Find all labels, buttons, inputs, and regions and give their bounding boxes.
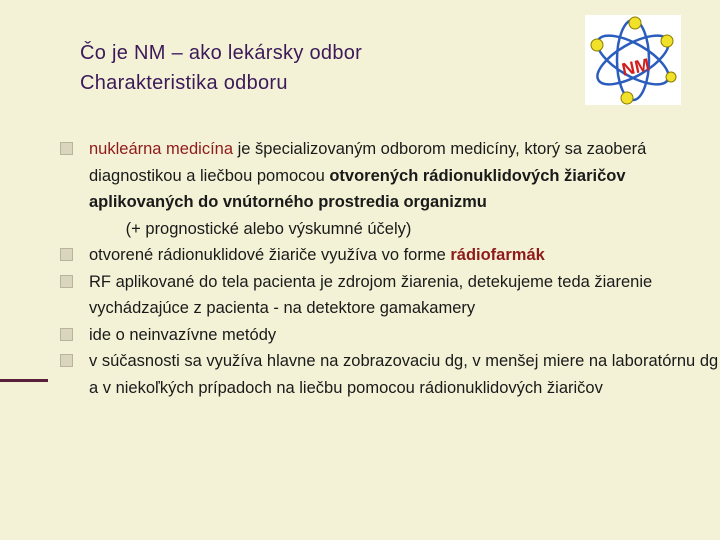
bullet-square-icon	[60, 142, 73, 155]
title-line-2: Charakteristika odboru	[80, 72, 288, 94]
bullet-square-icon	[60, 275, 73, 288]
slide-title	[80, 38, 362, 98]
bullet-text: RF aplikované do tela pacienta je zdrojom žiarenia, detekujeme teda žiarenie vychádzajúce z pacienta - na detektore gamakamery	[89, 272, 653, 317]
bullet-text: ide o neinvazívne metódy	[89, 325, 277, 344]
term-nuclear-medicine: nukleárna medicína	[89, 140, 234, 158]
list-item	[60, 322, 720, 349]
list-item	[60, 269, 720, 322]
bullet-square-icon	[60, 328, 73, 341]
bullet-square-icon	[60, 354, 73, 367]
term-radiopharmaceuticals: rádiofarmák	[450, 246, 545, 264]
bullet-text-suffix: (+ prognostické alebo výskumné účely)	[89, 219, 412, 238]
list-item	[60, 242, 720, 269]
bullet-emphasis: otvorených rádionuklidových žiaričov aplikovaných do vnútorného prostredia organizmu	[89, 166, 626, 211]
bullet-square-icon	[60, 248, 73, 261]
bullet-text: v súčasnosti sa využíva hlavne na zobrazovaciu dg, v menšej miere na laboratórnu dg a v niekoľkých prípadoch na liečbu pomocou rádionuklidových žiaričov	[89, 352, 719, 397]
logo-text: NM	[619, 54, 652, 80]
title-line-1: Čo je NM – ako lekársky odbor	[80, 42, 363, 64]
bullet-text: je špecializovaným odborom medicíny, ktorý sa zaoberá diagnostikou a liečbou pomocou	[89, 140, 647, 185]
left-accent-rule	[0, 379, 48, 382]
atom-icon	[585, 15, 681, 105]
bullet-list	[60, 136, 720, 401]
list-item	[60, 348, 720, 401]
list-item	[60, 136, 720, 242]
bullet-text: otvorené rádionuklidové žiariče využíva vo forme	[89, 246, 451, 264]
atom-logo	[585, 15, 681, 105]
